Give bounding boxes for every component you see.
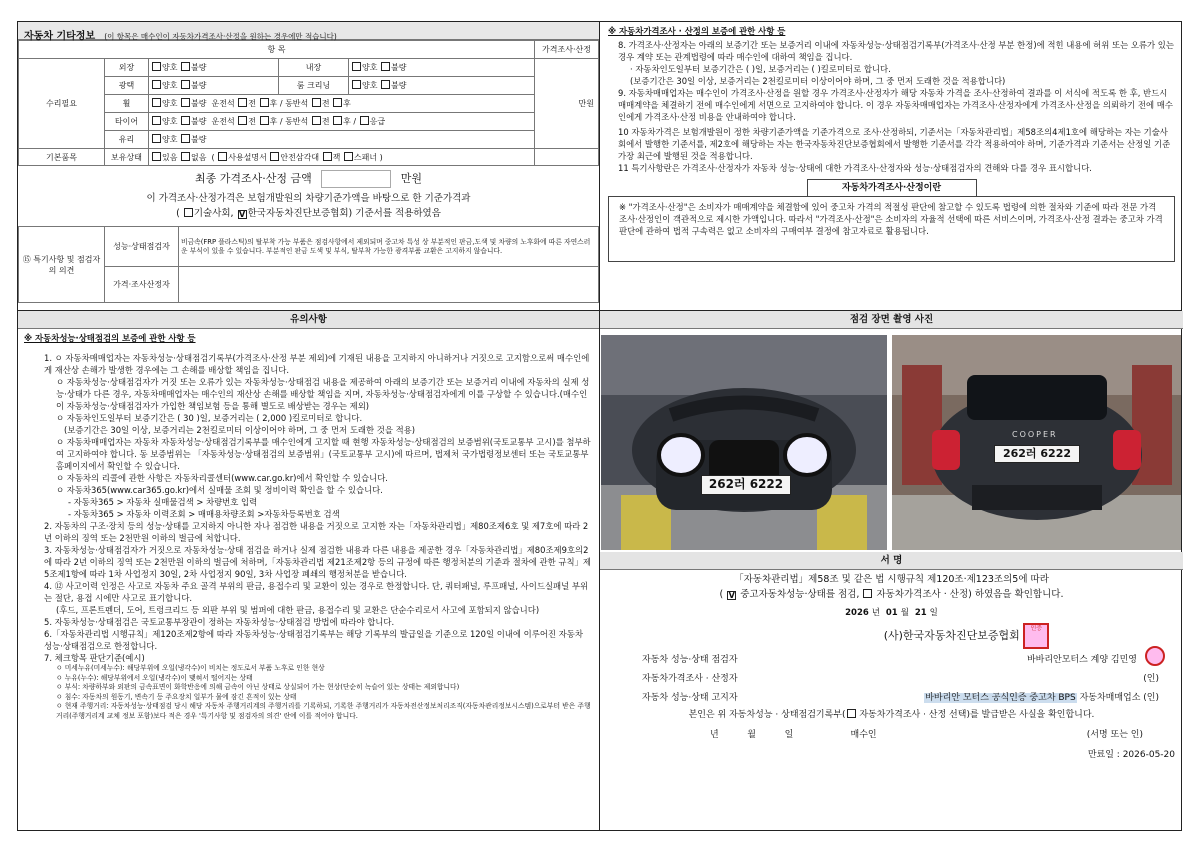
front-car-image bbox=[601, 335, 887, 550]
notice-i4: 4. ⑫ 사고이력 인정은 사고로 자동차 주요 골격 부위의 판금, 용접수리 및 교환이 있는 경우로 한정합니다. 단, 쿼터패널, 루프패널, 사이드실패널 부위는 절단, 용접 시에만 사고로 표기합니다. bbox=[44, 581, 589, 603]
checkbox-checked[interactable]: V bbox=[728, 591, 735, 600]
notice-i1a: 1. ㅇ 자동차매매업자는 자동차성능·상태점검기록부(가격조사·산정 부분 제외)에 기재된 내용을 고지하지 아니하거나 거짓으로 고지함으로써 매수인에게 재산상 손해가 발생한 경우에는 그 손해를 배상할 책임을 집니다. bbox=[44, 353, 590, 375]
sig-line1: 「자동차관리법」제58조 및 같은 법 시행규칙 제120조·제123조의5에 따라 bbox=[734, 574, 1049, 585]
final-unit: 만원 bbox=[400, 172, 422, 185]
sig-line2 bbox=[600, 587, 1183, 603]
checkbox[interactable] bbox=[333, 98, 342, 107]
final-amount-row bbox=[18, 166, 599, 192]
warranty-section bbox=[600, 22, 1183, 310]
basis-text: 이 가격조사·산정가격은 보험개발원의 차량기준가액을 바탕으로 한 기준가격과 bbox=[146, 193, 471, 204]
col-item: 항 목 bbox=[19, 41, 535, 59]
checkbox[interactable] bbox=[218, 152, 227, 161]
row-name2: 룸 크리닝 bbox=[279, 77, 349, 95]
notice-i1g: ㅇ 자동차365(www.car365.go.kr)에서 실매물 조회 및 정비이력 확인을 할 수 있습니다. bbox=[56, 485, 383, 495]
signature-body bbox=[600, 573, 1183, 761]
notice-header: 유의사항 bbox=[18, 311, 599, 329]
warranty-p8: 8. 가격조사·산정자는 아래의 보증기간 또는 보증거리 이내에 자동차성능·상태점검기록부(가격조사·산정 부분 한정)에 적힌 내용에 허위 또는 오류가 있는 경우 계약 또는 관계법령에 따라 매수인에 대하여 책임을 집니다. bbox=[618, 40, 1174, 62]
checkbox[interactable] bbox=[181, 134, 190, 143]
basic-label: 기본품목 bbox=[19, 149, 105, 166]
special-table bbox=[18, 226, 599, 303]
checkbox[interactable] bbox=[352, 62, 361, 71]
warranty-p9: 9. 자동차매매업자는 매수인이 가격조사·산정을 원할 경우 가격조사·산정자가 해당 자동차 가격을 조사·산정하여 결과를 이 서식에 적도록 한 후, 반드시 매매계약을 체결하기 전에 매수인에게 서면으로 고지하여야 합니다. 이 경우 자동차매매업자는 가격조사·산정자에게 가격조사·산정을 의뢰하기 전에 매수인에게 가격조사·산정 비용을 안내하여야 합니다. bbox=[618, 88, 1173, 122]
rear-photo bbox=[892, 335, 1181, 550]
r2-label: 자동차가격조사 · 산정자 bbox=[642, 674, 738, 684]
year-unit: 년 bbox=[871, 608, 880, 618]
box-text: ※ "가격조사·산정"은 소비자가 매매계약을 체결함에 있어 중고차 가격의 적절성 판단에 참고할 수 있도록 법령에 의한 절차와 기준에 따라 전문 가격조사·산정인이 객관적으로 제시한 가액입니다. 따라서 "가격조사·산정"은 소비자의 자율적 선택에 따른 서비스이며, 가격조사·산정 결과는 중고차 가격판단에 관하여 법적 구속력은 없고 소비자의 구매여부 결정에 참고자료로 활용됩니다. bbox=[608, 196, 1175, 262]
sig-row-6 bbox=[600, 747, 1183, 761]
checkbox[interactable] bbox=[344, 152, 353, 161]
paren: ( bbox=[176, 208, 180, 219]
r3-label: 자동차 성능·상태 고지자 bbox=[642, 693, 738, 703]
repair-label: 수리필요 bbox=[19, 59, 105, 149]
notice-i7: 7. 체크항목 판단기준(예시) bbox=[44, 653, 145, 663]
box-title: 자동차가격조사·산정이란 bbox=[807, 179, 977, 197]
day-unit: 일 bbox=[929, 608, 938, 618]
month-unit: 월 bbox=[900, 608, 909, 618]
checkbox[interactable] bbox=[238, 116, 247, 125]
checkbox[interactable] bbox=[847, 709, 856, 718]
org-stamp: 인증 bbox=[1023, 623, 1049, 649]
checkbox[interactable] bbox=[181, 62, 190, 71]
notice-c3: ㅇ 부식: 차량하부와 외판의 금속표면이 화학반응에 의해 금속이 아닌 상태로 상실되어 가는 현상(단순히 녹슬어 있는 상태는 제외합니다) bbox=[56, 683, 460, 691]
checkbox[interactable] bbox=[260, 98, 269, 107]
sig-option-b: 자동차가격조사 · 산정) 하였음을 확인합니다. bbox=[873, 589, 1064, 600]
manwon: 만원 bbox=[535, 59, 599, 149]
notice-i4b: (후드, 프론트펜더, 도어, 트렁크리드 등 외판 부위 및 범퍼에 대한 판금, 용접수리 및 교환은 단순수리로서 사고에 포함되지 않습니다) bbox=[56, 605, 540, 615]
checkbox[interactable] bbox=[312, 116, 321, 125]
checkbox[interactable] bbox=[238, 98, 247, 107]
sig-row-2 bbox=[600, 671, 1183, 687]
checkbox[interactable] bbox=[181, 152, 190, 161]
sig-org: (사)한국자동차진단보증협회 bbox=[883, 629, 1020, 642]
notice-i2: 2. 자동차의 구조·장치 등의 성능·상태를 고지하지 아니한 자나 점검한 내용을 거짓으로 고지한 자는「자동차관리법」제80조제6호 및 제7호에 따라 2년 이하의 징역 또는 2천만원 이하의 벌금에 처합니다. bbox=[44, 521, 589, 543]
checkbox[interactable] bbox=[360, 116, 369, 125]
checkbox[interactable] bbox=[333, 116, 342, 125]
notice-c4: ㅇ 침수: 자동차의 원동기, 변속기 등 주요장치 일부가 물에 잠긴 흔적이 있는 상태 bbox=[56, 692, 297, 701]
checkbox[interactable] bbox=[312, 98, 321, 107]
checkbox[interactable] bbox=[152, 62, 161, 71]
front-plate: 262러 6222 bbox=[701, 475, 791, 495]
expiry-date: 만료일 : 2026-05-20 bbox=[1087, 750, 1175, 760]
dealer-name: 바바리안 모터스 공식인증 중고차 BPS bbox=[925, 693, 1076, 703]
photos-signature-section bbox=[600, 311, 1183, 832]
checkbox[interactable] bbox=[152, 152, 161, 161]
row-name: 광택 bbox=[105, 77, 149, 95]
r2-value: (인) bbox=[1143, 674, 1159, 684]
notice-i6: 6.「자동차관리법 시행규칙」제120조제2항에 따라 자동차성능·상태점검기록부는 해당 기록부의 발급일을 기준으로 120일 이내에 이루어진 자동차 성능·상태점검으로 한정합니다. bbox=[44, 629, 583, 651]
notice-c1: ㅇ 미세누유(미세누수): 해당부위에 오일(냉각수)이 비치는 정도로서 부품 노후로 인한 현상 bbox=[56, 664, 325, 672]
warranty-title: ※ 자동차가격조사 · 산정의 보증에 관한 사항 등 bbox=[608, 26, 786, 36]
notice-title: ※ 자동차성능·상태점검의 보증에 관한 사항 등 bbox=[24, 333, 196, 343]
sig-date bbox=[600, 603, 1183, 623]
front-photo bbox=[601, 335, 887, 550]
checkbox[interactable] bbox=[260, 116, 269, 125]
checkbox[interactable] bbox=[863, 589, 872, 598]
price-label: 가격·조사산정자 bbox=[105, 267, 179, 303]
checkbox[interactable] bbox=[181, 116, 190, 125]
perf-label: 성능·상태점검자 bbox=[105, 227, 179, 267]
warranty-p10: 10 자동차가격은 보험개발원이 정한 차량기준가액을 기준가격으로 조사·산정하되, 기준서는「자동차관리법」제58조의4제1호에 해당하는 자는 기술사회에서 발행한 기준서를, 제2호에 해당하는 자는 한국자동차진단보증협회에서 발행한 기준서를 각각 적용하여야 하며, 기준가격과 기준서는 산정일 기준 가장 최근에 발행된 것을 적용합니다. bbox=[618, 127, 1171, 161]
r3-value: 자동차매매업소 (인) bbox=[1076, 693, 1159, 703]
basis-option-a: 기술사회, bbox=[193, 208, 234, 219]
basic-name: 보유상태 bbox=[105, 149, 149, 166]
sig-row-4 bbox=[600, 707, 1183, 723]
sig-row-1 bbox=[600, 652, 1183, 668]
final-label: 최종 가격조사·산정 금액 bbox=[194, 172, 312, 185]
rear-car-image bbox=[892, 335, 1181, 550]
notice-i1i: - 자동차365 > 자동차 이력조회 > 매매용차량조회 >자동차등록번호 검색 bbox=[68, 509, 340, 519]
month: 01 bbox=[885, 608, 898, 618]
sig-row-5 bbox=[600, 727, 1183, 743]
warranty-p11: 11 특기사항란은 가격조사·산정자가 자동차 성능·상태에 대한 가격조사·산정자와 성능·상태점검자의 견해와 다를 경우 표시합니다. bbox=[618, 163, 1092, 173]
inspection-form-sheet bbox=[17, 21, 1182, 831]
checkbox[interactable] bbox=[323, 152, 332, 161]
year: 2026 bbox=[845, 608, 869, 618]
row-name: 유리 bbox=[105, 131, 149, 149]
row-name: 휠 bbox=[105, 95, 149, 113]
notice-i1e: ㅇ 자동차매매업자는 자동차 자동차성능·상태점검기록부를 매수인에게 고지할 때 현행 자동차성능·상태점검의 보증범위(국토교통부 고시)를 첨부하여 고지하여야 합니다. 동 보증범위는 「자동차성능·상태점검의 보증범위」(국토교통부 고시)에 따르며, 법제처 국가법령정보센터 또는 국토교통부 홈페이지에서 확인할 수 있습니다. bbox=[56, 437, 591, 471]
checkbox[interactable] bbox=[152, 116, 161, 125]
sig-option-a: 중고자동차성능·상태를 점검, bbox=[737, 589, 863, 600]
notice-i5: 5. 자동차성능·상태점검은 국토교통부장관이 정하는 자동차성능·상태점검 방법에 따라야 합니다. bbox=[44, 617, 395, 627]
signature-header: 서 명 bbox=[600, 552, 1183, 570]
etc-info-section bbox=[18, 22, 599, 310]
rear-badge: COOPER bbox=[1012, 430, 1058, 439]
paren: ( bbox=[719, 589, 727, 600]
checkbox[interactable] bbox=[381, 62, 390, 71]
r1-label: 자동차 성능·상태 점검자 bbox=[642, 655, 738, 665]
checkbox[interactable] bbox=[181, 80, 190, 89]
r4-text: 본인은 위 자동차성능 · 상태점검기록부( bbox=[688, 710, 846, 720]
checkbox[interactable] bbox=[352, 80, 361, 89]
checkbox[interactable] bbox=[152, 98, 161, 107]
day: 21 bbox=[914, 608, 927, 618]
r4-text-b: 자동차가격조사 · 산정 선택)를 발급받은 사실을 확인합니다. bbox=[856, 710, 1095, 720]
notice-i3: 3. 자동차성능·상태점검자가 거짓으로 자동차성능·상태 점검을 하거나 실제 점검한 내용과 다른 내용을 제공한 경우「자동차관리법」제80조제9호의2에 따라 2년 이하의 징역 또는 2천만원 이하의 벌금에 처하며,「자동차관리법 제21조제2항 등의 규정에 따른 행정처분의 기준과 절차에 관한 규칙」제5조제1항에 따라 1차 사업정지 30일, 2차 사업정지 90일, 3차 사업장 폐쇄의 행정처분을 받습니다. bbox=[44, 545, 592, 579]
buyer-date-row: 년 월 일 매수인 bbox=[710, 730, 877, 740]
etc-subtitle: (이 항목은 매수인이 자동차가격조사·산정을 원하는 경우에만 적습니다) bbox=[104, 32, 337, 41]
row-name2: 내장 bbox=[279, 59, 349, 77]
final-amount-input[interactable] bbox=[321, 170, 391, 188]
sig-note: (서명 또는 인) bbox=[1086, 730, 1143, 740]
notice-i1h: - 자동차365 > 자동차 실매물검색 > 차량번호 입력 bbox=[68, 497, 258, 507]
checkbox[interactable] bbox=[381, 80, 390, 89]
inspector-stamp bbox=[1145, 646, 1165, 666]
checkbox[interactable] bbox=[152, 134, 161, 143]
row-name: 외장 bbox=[105, 59, 149, 77]
rear-plate: 262러 6222 bbox=[994, 445, 1080, 463]
basis-option-b: 한국자동차진단보증협회) 기준서를 적용하였음 bbox=[247, 208, 441, 219]
warranty-p8b: · 자동차인도일부터 보증기간은 ( )일, 보증거리는 ( )킬로미터로 합니다. bbox=[630, 64, 891, 74]
perf-text: 비금속(FRP 플라스틱)의 탈부착 가능 부품은 점검사항에서 제외되며 중고차 특성 상 부분적인 판금,도색 및 차량의 노후화에 따른 자연스러운 부식이 있을 수 있습니다. 부분적인 판금 도색 및 부식, 탈부착 가능한 광격부품 교환은 고지하지 않습니다. bbox=[179, 227, 599, 267]
notice-section bbox=[18, 311, 599, 832]
etc-table: 항 목 가격조사·산정 수리필요 외장 양호 불량 내장 양호 불량 만원 광택 양호 불량 룸 크리닝 양호 불량 휠 양호 불량 운전석 전 후 / 동반석 전 후 타이어 양호 불량 운전석 전 후 / 동반석 전 후 / 응급 유리 양호 불량 기본품목 보유상태 있음 없음 ( 사용설명서 안전삼각대 잭 스패너 ) bbox=[18, 40, 599, 166]
warranty-p8c: (보증기간은 30일 이상, 보증거리는 2천킬로미터 이상이어야 하며, 그 중 먼저 도래한 것을 적용합니다) bbox=[630, 76, 1006, 86]
notice-c2: ㅇ 누유(누수): 해당부위에서 오일(냉각수)이 맺혀서 떨어지는 상태 bbox=[56, 673, 253, 682]
checkbox[interactable] bbox=[152, 80, 161, 89]
etc-title: 자동차 기타정보 bbox=[24, 31, 96, 42]
checkbox[interactable] bbox=[181, 98, 190, 107]
sig-org-row bbox=[600, 623, 1183, 649]
photos-header: 점검 장면 촬영 사진 bbox=[600, 311, 1183, 329]
notice-i1b: ㅇ 자동차성능·상태점검자가 거짓 또는 오류가 있는 자동차성능·상태점검 내용을 제공하여 아래의 보증기간 또는 보증거리 이내에 자동차의 실제 성능·상태가 다른 경우, 자동차매매업자는 매수인의 재산상 손해를 배상할 책임을 지며, 자동차성능·상태점검자에게 이를 구상할 수 있습니다.(매수인이 자동차성능·상태점검자가 가입한 책임보험 등을 통해 별도로 배상받는 경우는 제외) bbox=[56, 377, 590, 411]
basis-row2 bbox=[18, 206, 599, 222]
special-label: ⑮ 특기사항 및 점검자의 의견 bbox=[19, 227, 105, 303]
notice-i1d: (보증기간은 30일 이상, 보증거리는 2천킬로미터 이상이어야 하며, 그 중 먼저 도래한 것을 적용) bbox=[64, 425, 416, 435]
r1-value: 바바리안모터스 계양 김민영 bbox=[1026, 655, 1137, 665]
row-name: 타이어 bbox=[105, 113, 149, 131]
sig-row-3 bbox=[600, 690, 1183, 706]
notice-i1f: ㅇ 자동차의 리콜에 관한 사항은 자동차리콜센터(www.car.go.kr)에서 확인할 수 있습니다. bbox=[56, 473, 388, 483]
col-price: 가격조사·산정 bbox=[535, 41, 599, 59]
notice-i1c: ㅇ 자동차인도일부터 보증기간은 ( 30 )일, 보증거리는 ( 2,000 )킬로미터로 합니다. bbox=[56, 413, 363, 423]
checkbox-checked[interactable]: V bbox=[239, 210, 246, 219]
notice-c5: ㅇ 현재 주행거리: 자동차성능·상태점검 당시 해당 자동차 주행거리계의 주행거리를 기록하되, 기록한 주행거리가 자동차전산정보처리조직(자동차관리정보시스템)으로부터 받은 주행거리(주행거리계 교체 정보 포함)보다 적은 경우 '특기사항 및 점검자의 의견' 란에 이를 적어야 합니다. bbox=[56, 702, 591, 720]
checkbox[interactable] bbox=[270, 152, 279, 161]
checkbox[interactable] bbox=[184, 208, 193, 217]
